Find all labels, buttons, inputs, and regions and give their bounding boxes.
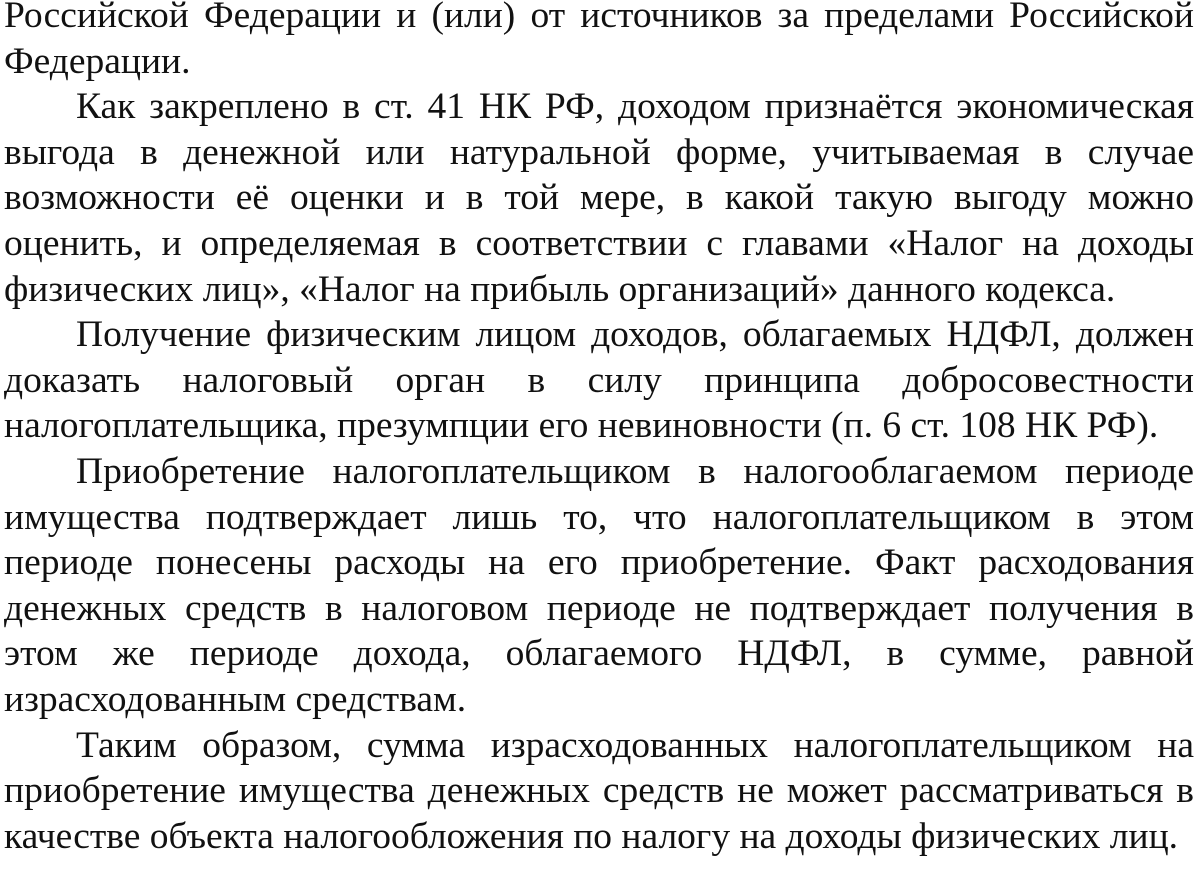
- paragraph-conclusion: Таким образом, сумма израсходованных налогоплательщиком на приобретение имущества денежных средств не может рассматриваться в качестве объекта налогообложения по налогу на доходы физических лиц.: [4, 724, 1194, 857]
- paragraph-property-acquisition: Приобретение налогоплательщиком в налогооблагаемом периоде имущества подтверждает лишь то, что налогоплательщиком в этом периоде понесены расходы на его приобретение. Факт расходования денежных средств в налоговом периоде не подтверждает получения в этом же периоде дохода, облагаемого НДФЛ, в сумме, равной израсходованным средствам.: [4, 450, 1194, 720]
- paragraph-income-definition: Как закреплено в ст. 41 НК РФ, доходом признаётся экономическая выгода в денежной или натуральной форме, учитываемая в случае возможности её оценки и в той мере, в какой такую выгоду можно оценить, и определяемая в соответствии с главами «Налог на доходы физических лиц», «Налог на прибыль организаций» данного кодекса.: [4, 86, 1194, 310]
- paragraph-continuation: Российской Федерации и (или) от источников за пределами Российской Федерации.: [4, 0, 1194, 82]
- paragraph-burden-of-proof: Получение физическим лицом доходов, облагаемых НДФЛ, должен доказать налоговый орган в силу принципа добросовестности налогоплательщика, презумпции его невиновности (п. 6 ст. 108 НК РФ).: [4, 314, 1194, 447]
